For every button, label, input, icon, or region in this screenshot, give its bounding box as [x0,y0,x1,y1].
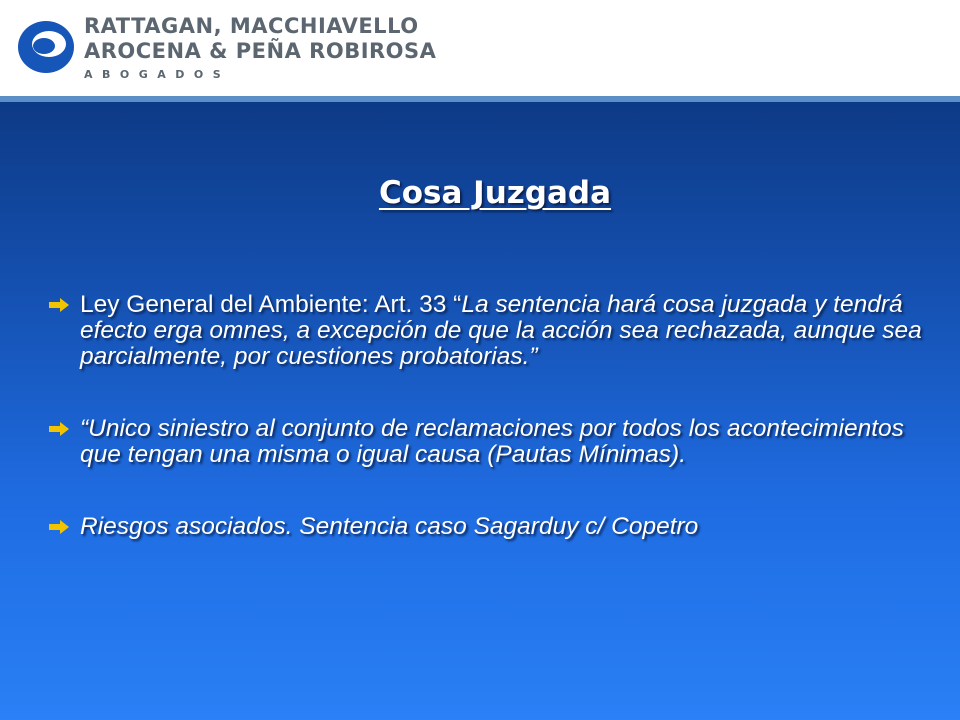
bullet-text-italic: Riesgos asociados. Sentencia caso Sagarduy c/ Copetro [80,513,699,540]
bullet-item [48,292,928,370]
firm-name-line1: RATTAGAN, MACCHIAVELLO [84,14,419,38]
arrow-right-icon [48,298,70,312]
firm-name [84,14,436,81]
bullet-text-italic: La sentencia hará cosa juzgada y tendrá efecto erga omnes, a excepción de que la acción sea rechazada, aunque sea parcialmente, por cuestiones probatorias.” [80,291,922,370]
firm-name-line2: AROCENA & PEÑA ROBIROSA [84,39,437,63]
bullet-item [48,514,928,540]
firm-subtitle: ABOGADOS [84,68,231,81]
slide-title: Cosa Juzgada [378,175,612,211]
arrow-right-icon [48,422,70,436]
header-bar [0,0,960,96]
bullet-list [48,292,928,540]
arrow-right-icon [48,520,70,534]
bullet-item [48,416,928,468]
swirl-ring-logo-icon [16,17,76,77]
bullet-text-plain: Ley General del Ambiente: Art. 33 “ [80,291,462,318]
bullet-text-italic: “Unico siniestro al conjunto de reclamaciones por todos los acontecimientos que tengan una misma o igual causa (Pautas Mínimas). [80,415,904,468]
